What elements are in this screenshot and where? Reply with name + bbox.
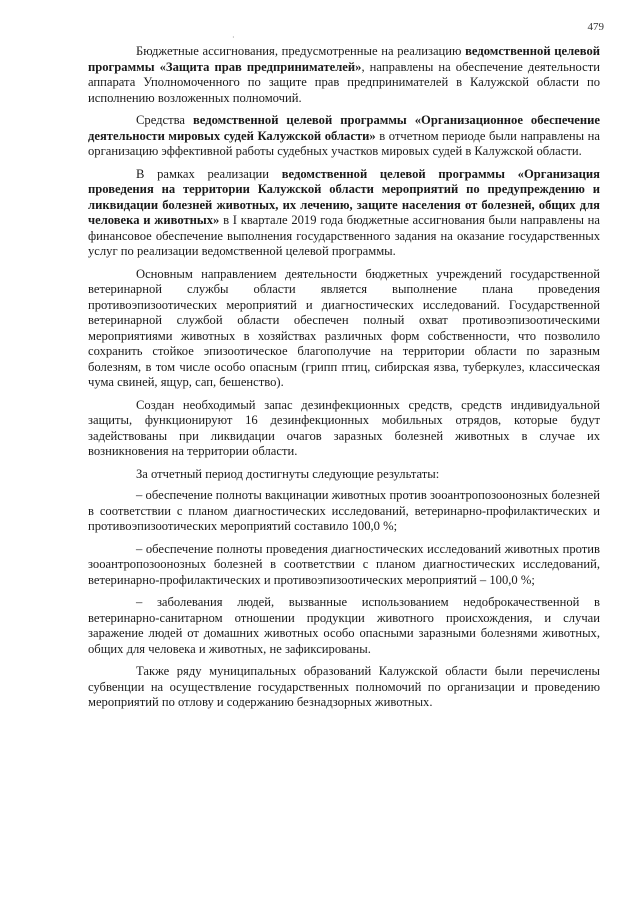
paragraph-2-bold: ведомственной целевой программы «Организационное обеспечение деятельности мировых судей Калужской области»: [88, 113, 601, 143]
result-item-3: [88, 595, 600, 657]
paragraph-5: [88, 398, 600, 460]
paragraph-final: [88, 664, 600, 711]
document-body: [88, 44, 600, 711]
result-item-3-text: – заболевания людей, вызванные использованием недоброкачественной в ветеринарно-санитарном отношении продукции животного происхождения, и случаи заражение людей от домашних животных особо опасными заразными болезнями животных, общих для человека и животных, не зафиксированы.: [88, 595, 600, 656]
paragraph-3-bold: ведомственной целевой программы «Организация проведения на территории Калужской области мероприятий по предупреждению и ликвидации болезней животных, их лечению, защите населения от болезней, общих для человека и животных»: [88, 166, 600, 227]
paragraph-3-text: В рамках реализации: [136, 166, 282, 181]
result-item-2: [88, 542, 600, 589]
paragraph-4: [88, 267, 600, 391]
page-number: 479: [587, 21, 604, 33]
paragraph-3: [88, 167, 600, 260]
paragraph-1: [88, 44, 600, 106]
scan-artifact: ·: [232, 33, 235, 42]
paragraph-1-bold: ведомственной целевой программы «Защита прав предпринимателей»: [88, 44, 601, 74]
paragraph-2: [88, 113, 600, 160]
paragraph-3-text-end: в I квартале 2019 года бюджетные ассигнования были направлены на финансовое обеспечение выполнения государственного задания на оказание государственных услуг по реализации ведомственной целевой программы.: [88, 213, 601, 258]
result-item-2-text: – обеспечение полноты проведения диагностических исследований животных против зооантропозоонозных болезней в соответствии с планом диагностических исследований, ветеринарно-профилактических и противоэпизоотических мероприятий – 100,0 %;: [88, 541, 600, 587]
paragraph-2-text-end: в отчетном периоде были направлены на организацию эффективной работы судебных участков мировых судей в Калужской области.: [88, 128, 600, 158]
paragraph-final-text: Также ряду муниципальных образований Калужской области были перечислены субвенции на осуществление государственных полномочий по организации и проведению мероприятий по отлову и содержанию безнадзорных животных.: [88, 664, 600, 709]
paragraph-6-text: За отчетный период достигнуты следующие результаты:: [136, 466, 440, 481]
paragraph-2-text: Средства: [136, 113, 193, 127]
paragraph-5-text: Создан необходимый запас дезинфекционных средств, средств индивидуальной защиты, функционируют 16 дезинфекционных мобильных отрядов, которые будут задействованы при ликвидации очагов заразных болезней животных в случае их возникновения на территории области.: [88, 397, 600, 458]
paragraph-6: [88, 467, 600, 483]
paragraph-4-text: Основным направлением деятельности бюджетных учреждений государственной ветеринарной службы области является выполнение плана проведения противоэпизоотических мероприятий и диагностических исследований. Государственной ветеринарной службой области обеспечен полный охват противоэпизоотическими мероприятиями животных в хозяйствах различных форм собственности, что позволило сохранить стойкое эпизоотическое благополучие на территории области по заразным болезням, в том числе особо опасным (грипп птиц, сибирская язва, туберкулез, классическая чума свиней, ящур, сап, бешенство).: [88, 266, 600, 389]
paragraph-1-text: Бюджетные ассигнования, предусмотренные на реализацию: [136, 44, 466, 58]
result-item-1-text: – обеспечение полноты вакцинации животных против зооантропозоонозных болезней в соответствии с планом диагностических исследований, ветеринарно-профилактических и противоэпизоотических мероприятий составило 100,0 %;: [88, 488, 600, 533]
result-item-1: [88, 488, 600, 535]
paragraph-1-text-end: , направлены на обеспечение деятельности аппарата Уполномоченного по защите прав предпринимателей в Калужской области по исполнению возложенных полномочий.: [88, 59, 601, 105]
